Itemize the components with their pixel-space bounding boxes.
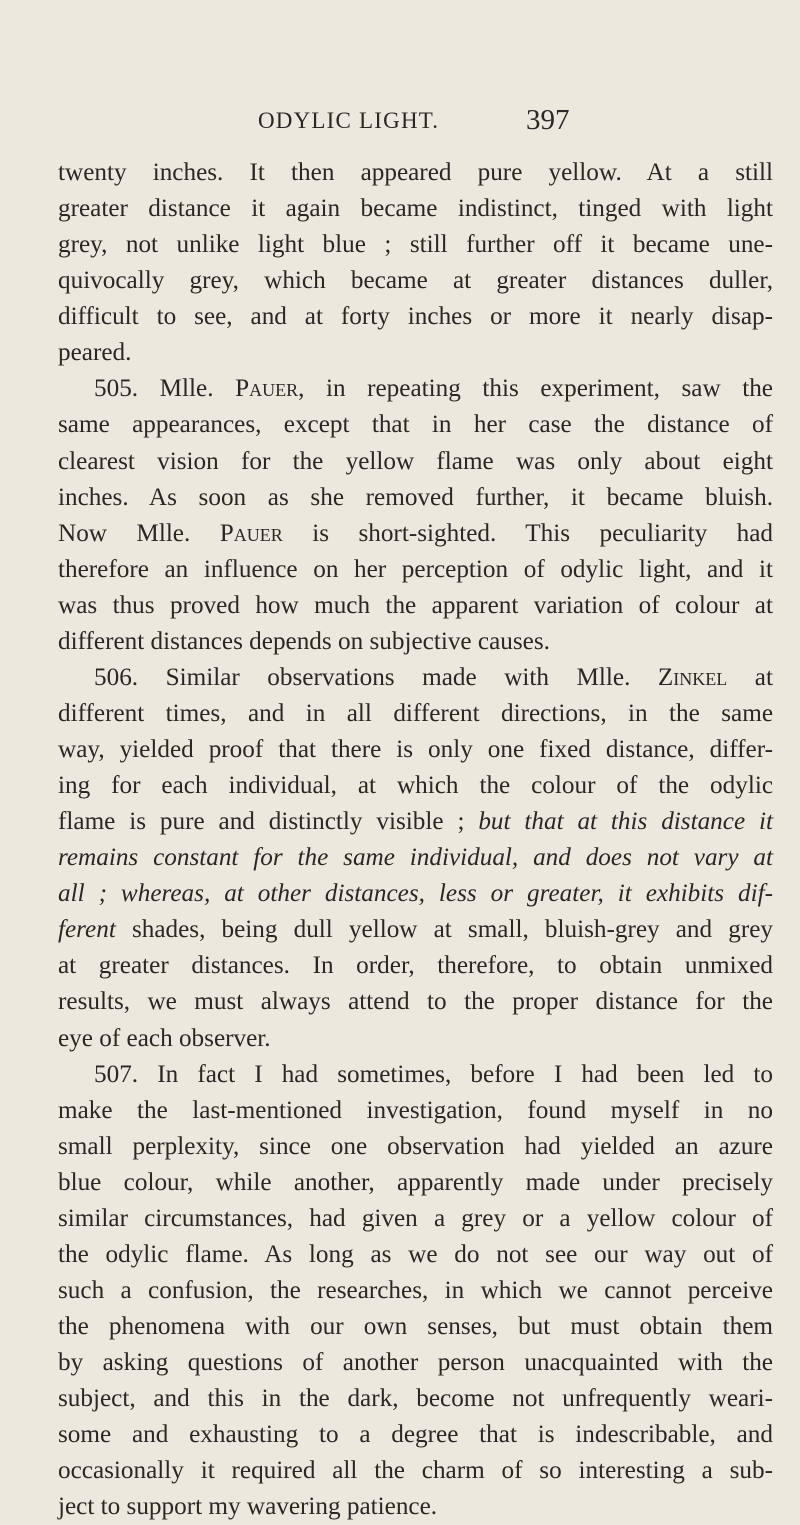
page-header bbox=[258, 104, 603, 148]
text-line: by asking questions of another person unacquainted with the bbox=[58, 1349, 773, 1377]
text-line: inches. As soon as she removed further, it became bluish. bbox=[58, 483, 773, 511]
text-line: eye of each observer. bbox=[58, 1024, 271, 1052]
text-line: some and exhausting to a degree that is indescribable, and bbox=[58, 1421, 773, 1449]
text-line: different distances depends on subjective causes. bbox=[58, 627, 550, 655]
text-line: ing for each individual, at which the colour of the odylic bbox=[58, 772, 773, 800]
text-line: small perplexity, since one observation had yielded an azure bbox=[58, 1132, 773, 1160]
text-line: 506. Similar observations made with Mlle. Zinkel at bbox=[94, 663, 773, 691]
text-line: occasionally it required all the charm of so interesting a sub- bbox=[58, 1457, 773, 1485]
text-line: different times, and in all different directions, in the same bbox=[58, 699, 773, 727]
text-line: blue colour, while another, apparently made under precisely bbox=[58, 1168, 773, 1196]
text-line: subject, and this in the dark, become not unfrequently weari- bbox=[58, 1385, 773, 1413]
text-line: the odylic flame. As long as we do not see our way out of bbox=[58, 1240, 773, 1268]
text-line: peared. bbox=[58, 339, 132, 367]
text-line: twenty inches. It then appeared pure yellow. At a still bbox=[58, 159, 773, 186]
text-line: quivocally grey, which became at greater distances duller, bbox=[58, 267, 773, 295]
text-line: remains constant for the same individual, and does not vary at bbox=[58, 844, 773, 872]
text-line: Now Mlle. Pauer is short-sighted. This peculiarity had bbox=[58, 519, 773, 547]
text-line: similar circumstances, had given a grey or a yellow colour of bbox=[58, 1204, 773, 1232]
text-line: flame is pure and distinctly visible ; but that at this distance it bbox=[58, 808, 774, 836]
text-line: was thus proved how much the apparent variation of colour at bbox=[58, 591, 773, 619]
text-line: make the last-mentioned investigation, found myself in no bbox=[58, 1096, 773, 1124]
text-line: ject to support my wavering patience. bbox=[58, 1493, 438, 1521]
text-line: therefore an influence on her perception of odylic light, and it bbox=[58, 555, 773, 583]
text-line: at greater distances. In order, therefore, to obtain unmixed bbox=[58, 952, 773, 980]
text-line: all ; whereas, at other distances, less or greater, it exhibits dif- bbox=[58, 880, 773, 908]
text-line: clearest vision for the yellow flame was only about eight bbox=[58, 447, 773, 475]
running-title: ODYLIC LIGHT. bbox=[258, 108, 440, 133]
text-line: grey, not unlike light blue ; still further off it became une- bbox=[58, 231, 773, 259]
text-line: way, yielded proof that there is only one fixed distance, differ- bbox=[58, 736, 773, 763]
text-line: 507. In fact I had sometimes, before I had been led to bbox=[94, 1060, 773, 1088]
text-line: such a confusion, the researches, in which we cannot perceive bbox=[58, 1276, 773, 1304]
page-number: 397 bbox=[526, 104, 570, 136]
text-line: results, we must always attend to the proper distance for the bbox=[58, 988, 773, 1016]
text-line: 505. Mlle. Pauer, in repeating this experiment, saw the bbox=[94, 375, 773, 403]
text-line: the phenomena with our own senses, but must obtain them bbox=[58, 1313, 773, 1340]
body-text bbox=[58, 155, 773, 1525]
text-line: ferent shades, being dull yellow at small, bluish-grey and grey bbox=[58, 916, 773, 944]
text-line: difficult to see, and at forty inches or more it nearly disap- bbox=[58, 303, 773, 331]
text-line: greater distance it again became indistinct, tinged with light bbox=[58, 195, 773, 223]
text-line: same appearances, except that in her case the distance of bbox=[58, 411, 773, 439]
